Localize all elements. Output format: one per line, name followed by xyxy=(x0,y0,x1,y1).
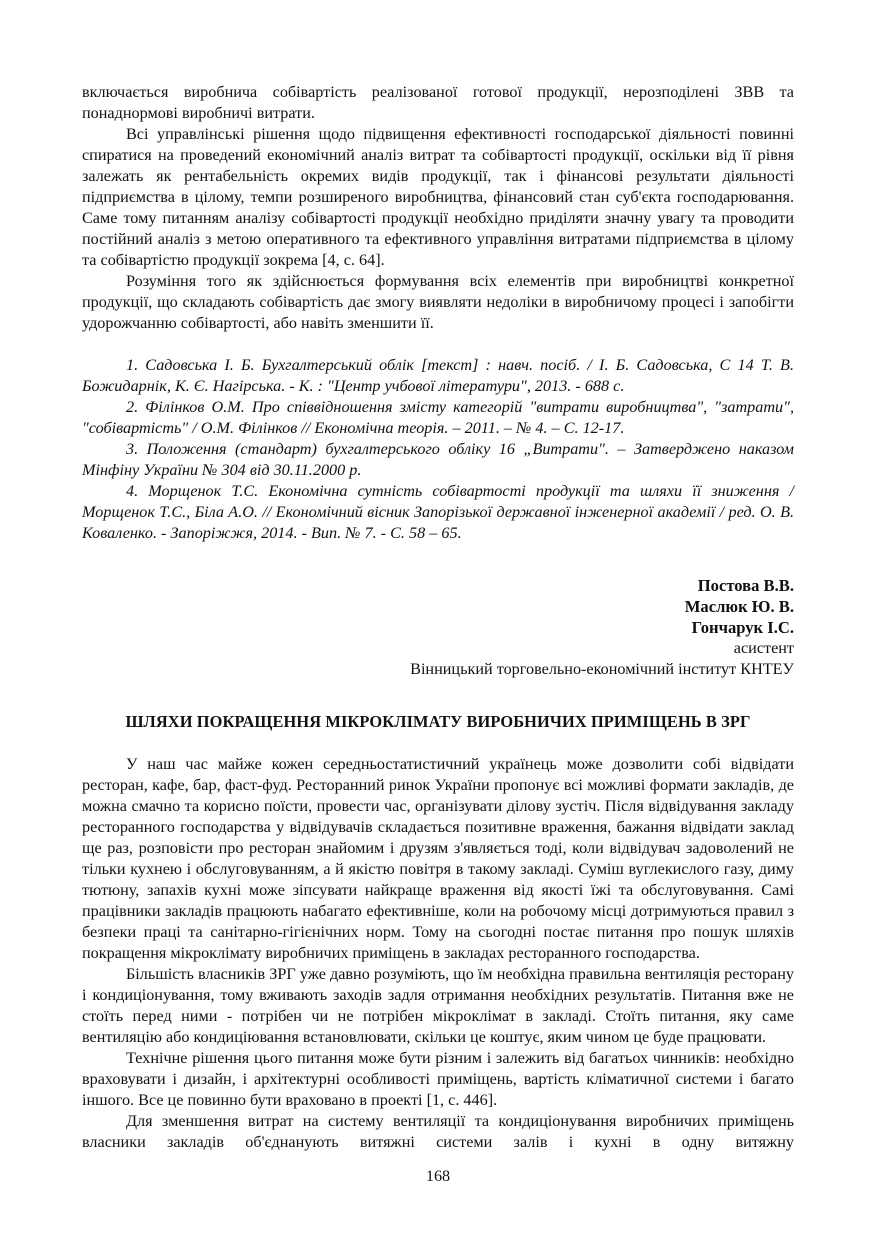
page-number: 168 xyxy=(425,1167,451,1185)
paragraph: Всі управлінські рішення щодо підвищення ефективності господарської діяльності повинні спиратися на проведений економічний аналіз витрат та собівартості продукції, оскільки від її рівня залежать як рентабельність окремих видів продукції, так і фінансові результати діяльності підприємства в цілому, темпи розширеного виробництва, фінансовий стан суб'єкта господарювання. Саме тому питанням аналізу собівартості продукції необхідно приділяти значну увагу та проводити постійний аналіз з метою оперативного та ефективного управління витратами підприємства в цілому та собівартістю продукції зокрема [4, с. 64]. xyxy=(82,125,794,269)
author-role: асистент xyxy=(733,639,794,657)
author-block xyxy=(82,575,794,680)
author-name: Гончарук І.С. xyxy=(691,618,794,637)
reference-item: 2. Філінков О.М. Про співвідношення змісту категорій "витрати виробництва", "затрати", "собівартість" / О.М. Філінков // Економічна теорія. – 2011. – № 4. – С. 12-17. xyxy=(82,398,794,437)
paragraph: Для зменшення витрат на систему вентиляції та кондиціонування виробничих приміщень власники закладів об'єднанують витяжні системи залів і кухні в одну витяжну xyxy=(82,1112,794,1151)
paragraph: У наш час майже кожен середньостатистичний українець може дозволити собі відвідати ресторан, кафе, бар, фаст-фуд. Ресторанний ринок України пропонує всі можливі формати закладів, де можна смачно та корисно поїсти, провести час, організувати ділову зустіч. Після відвідування закладу ресторанного господарства у відвідувачів складається позитивне враження, бажання відвідати заклад ще раз, розповісти про ресторан знайомим і друзям з'являється тоді, коли відвідувач задоволений не тільки кухнею і обслуговуванням, а й якістю повітря в такому закладі. Суміш вуглекислого газу, диму тютюну, запахів кухні може зіпсувати найкраще враження від якості їжі та обслуговування. Самі працівники закладів працюють набагато ефективніше, коли на робочому місці дотримуються правил з безпеки праці та санітарно-гігієнічних норм. Тому на сьогодні постає питання про пошук шляхів покращення мікроклімату виробничих приміщень в закладах ресторанного господарства. xyxy=(82,755,794,962)
paragraph: включається виробнича собівартість реалізованої готової продукції, нерозподілені ЗВВ та понаднормові виробничі витрати. xyxy=(82,83,794,122)
author-institution: Вінницький торговельно-економічний інститут КНТЕУ xyxy=(410,660,794,678)
reference-list xyxy=(82,355,794,544)
reference-item: 3. Положення (стандарт) бухгалтерського обліку 16 „Витрати". – Затверджено наказом Мінфіну України № 304 від 30.11.2000 р. xyxy=(82,440,794,479)
paragraph: Розуміння того як здійснюється формування всіх елементів при виробництві конкретної продукції, що складають собівартість дає змогу виявляти недоліки в виробничому процесі і запобігти удорожчанню собівартості, або навіть зменшити її. xyxy=(82,272,794,332)
reference-item: 1. Садовська І. Б. Бухгалтерський облік [текст] : навч. посіб. / І. Б. Садовська, С 14 Т. В. Божидарнік, К. Є. Нагірська. - К. : "Центр учбової літератури", 2013. - 688 с. xyxy=(82,356,794,395)
author-name: Маслюк Ю. В. xyxy=(684,597,794,616)
reference-item: 4. Морщенок Т.С. Економічна сутність собівартості продукції та шляхи її зниження / Морщенок Т.С., Біла А.О. // Економічний вісник Запорізької державної інженерної академії / ред. О. В. Коваленко. - Запоріжжя, 2014. - Вип. № 7. - С. 58 – 65. xyxy=(82,482,794,542)
continuation-section xyxy=(82,82,794,334)
paragraph: Більшість власників ЗРГ уже давно розуміють, що їм необхідна правильна вентиляція ресторану і кондиціонування, тому вживають заходів задля отримання необхідних результатів. Питання вже не стоїть перед ними - потрібен чи не потрібен мікроклімат в закладі. Стоїть питання, яку саме вентиляцію або кондиціювання встановлювати, скільки це коштує, яким чином це буде працювати. xyxy=(82,965,794,1046)
article-body xyxy=(82,754,794,1153)
paragraph: Технічне рішення цього питання може бути різним і залежить від багатьох чинників: необхідно враховувати і дизайн, і архітектурні особливості приміщень, вартість кліматичної системи і багато іншого. Все це повинно бути враховано в проекті [1, с. 446]. xyxy=(82,1049,794,1109)
author-name: Постова В.В. xyxy=(697,576,794,595)
article-title: ШЛЯХИ ПОКРАЩЕННЯ МІКРОКЛІМАТУ ВИРОБНИЧИХ ПРИМІЩЕНЬ В ЗРГ xyxy=(125,712,751,731)
document-page xyxy=(82,82,794,1153)
